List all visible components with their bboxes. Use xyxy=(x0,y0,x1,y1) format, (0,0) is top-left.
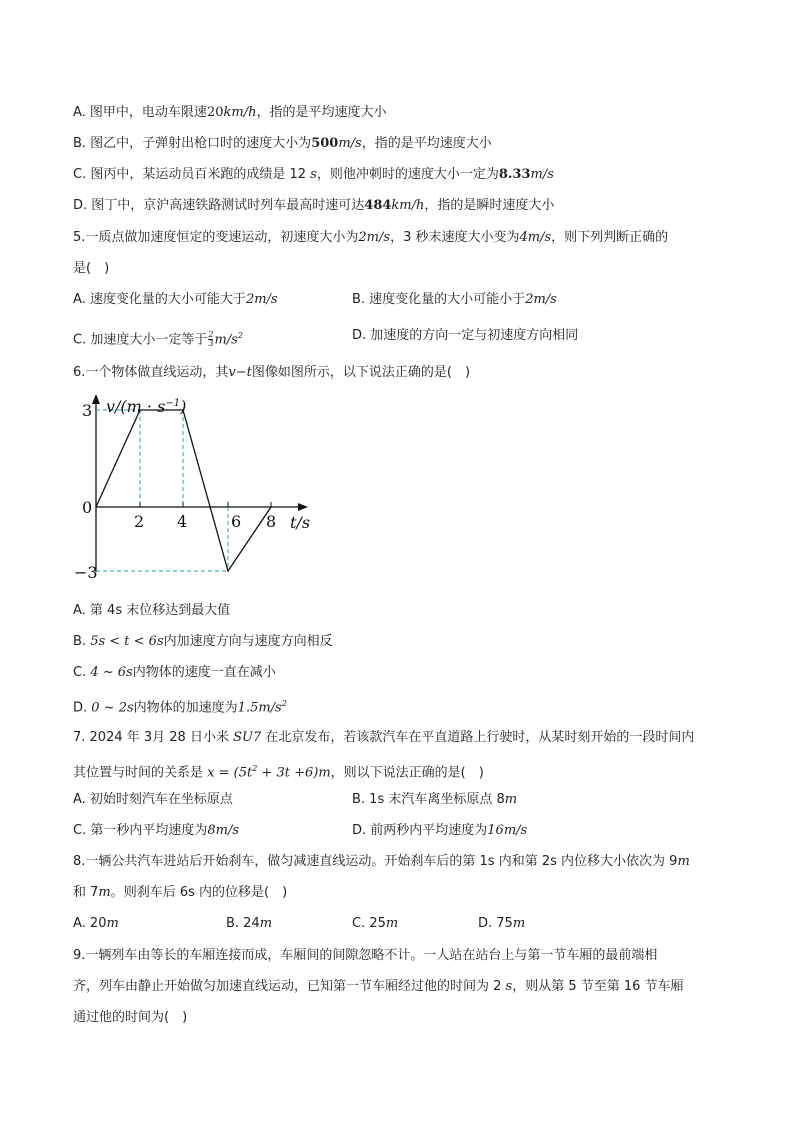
q7-option-d: D. 前两秒内平均速度为16m/s xyxy=(352,823,528,838)
q9-stem-line2: 齐，列车由静止开始做匀加速直线运动，已知第一节车厢经过他的时间为 2 s，则从第 5 节至第 16 节车厢 xyxy=(73,979,684,994)
x-axis-arrow xyxy=(298,503,308,511)
y-axis-arrow xyxy=(92,394,100,404)
v-t-graph xyxy=(74,392,320,592)
y-tick-3: 3 xyxy=(82,401,93,420)
q5-option-a: A. 速度变化量的大小可能大于2m/s xyxy=(73,292,278,307)
q8-stem-line1: 8.一辆公共汽车进站后开始刹车，做匀减速直线运动。开始刹车后的第 1s 内和第 2s 内位移大小依次为 9m xyxy=(73,854,690,869)
q6-option-b: B. 5s < t < 6s内加速度方向与速度方向相反 xyxy=(73,634,333,649)
q8-option-a: A. 20m xyxy=(73,916,119,931)
q6-option-d: D. 0 ~ 2s内物体的加速度为$1.5m/s^2$ xyxy=(73,699,287,716)
q6-option-c: C. 4 ~ 6s内物体的速度一直在减小 xyxy=(73,665,276,680)
q7-option-a: A. 初始时刻汽车在坐标原点 xyxy=(73,792,233,807)
q4-option-a: A. 图甲中，电动车限速20km/h，指的是平均速度大小 xyxy=(73,105,387,120)
q8-stem-line2: 和 7m。则刹车后 6s 内的位移是( ) xyxy=(73,885,288,900)
q5-option-b: B. 速度变化量的大小可能小于2m/s xyxy=(352,292,557,307)
q7-option-b: B. 1s 末汽车离坐标原点 8m xyxy=(352,792,518,807)
q4-option-b: B. 图乙中，子弹射出枪口时的速度大小为500m/s，指的是平均速度大小 xyxy=(73,136,492,151)
q8-option-c: C. 25m xyxy=(352,916,399,931)
y-axis-label: $v/(m \cdot s^{-1})$ xyxy=(106,397,187,416)
q4-option-d: D. 图丁中，京沪高速铁路测试时列车最高时速可达484km/h，指的是瞬时速度大小 xyxy=(73,198,555,213)
origin-label: 0 xyxy=(82,498,93,517)
x-tick-4: 4 xyxy=(177,512,188,531)
q5-option-c: C. 加速度大小一定等于 $\frac{2}{3}$ $m/s^2$ xyxy=(73,330,243,349)
q4-option-c: C. 图丙中，某运动员百米跑的成绩是 12 s，则他冲刺时的速度大小一定为8.33m/s xyxy=(73,167,554,182)
q5-option-d: D. 加速度的方向一定与初速度方向相同 xyxy=(352,328,579,343)
x-axis-label: t/s xyxy=(290,513,311,532)
x-tick-6: 6 xyxy=(231,512,242,531)
x-tick-2: 2 xyxy=(134,512,145,531)
y-tick-neg3: −3 xyxy=(74,563,98,582)
q6-stem: 6.一个物体做直线运动，其v−t图像如图所示，以下说法正确的是( ) xyxy=(73,365,471,380)
q5-stem-line2: 是( ) xyxy=(73,261,110,276)
q7-option-c: C. 第一秒内平均速度为8m/s xyxy=(73,823,239,838)
x-tick-8: 8 xyxy=(266,512,277,531)
q5-stem-line1: 5.一质点做加速度恒定的变速运动，初速度大小为2m/s，3 秒末速度大小变为4m/s，则下列判断正确的 xyxy=(73,230,669,245)
fraction: $\frac{2}{3}$ xyxy=(208,330,214,349)
q7-stem-line1: 7. 2024 年 3月 28 日小米 SU7 在北京发布，若该款汽车在平直道路上行驶时，从某时刻开始的一段时间内 xyxy=(73,730,695,745)
q9-stem-line1: 9.一辆列车由等长的车厢连接而成，车厢间的间隙忽略不计。一人站在站台上与第一节车厢的最前端相 xyxy=(73,948,658,963)
q8-option-b: B. 24m xyxy=(226,916,273,931)
q8-option-d: D. 75m xyxy=(478,916,526,931)
q7-stem-line2: 其位置与时间的关系是 $x = (5t^2 + 3t +6)m$，则以下说法正确的是( ) xyxy=(73,764,484,781)
q6-option-a: A. 第 4s 末位移达到最大值 xyxy=(73,603,231,618)
q9-stem-line3: 通过他的时间为( ) xyxy=(73,1010,188,1025)
